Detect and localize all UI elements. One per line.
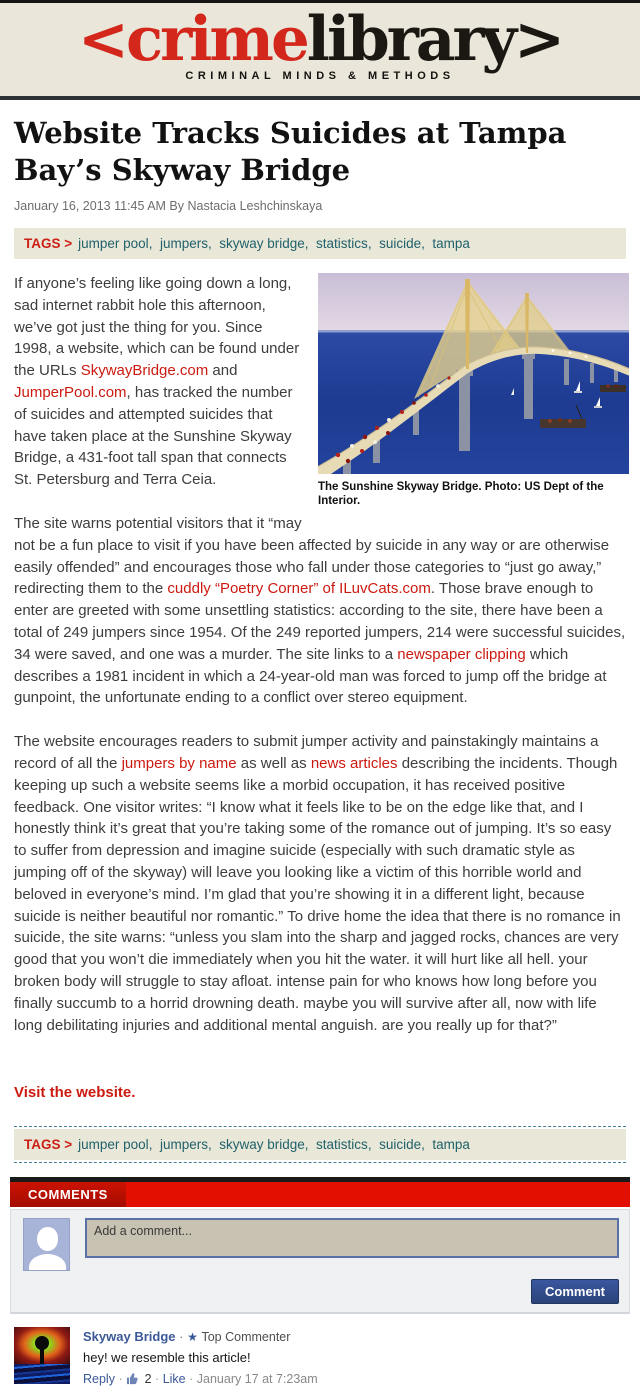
p2-text: which describes a 1981 incident in which a 24-year-old man was forced to jump off the bridge at gunpoint, the unfortunate ending to a conflict over stereo equipment. xyxy=(14,645,607,707)
comments-section xyxy=(0,1177,640,1386)
comment-input[interactable] xyxy=(85,1218,619,1258)
logo-crime: <crime xyxy=(77,4,307,75)
comment-form-panel xyxy=(10,1209,630,1314)
link-skywaybridge[interactable]: SkywayBridge.com xyxy=(80,362,209,380)
tag-link[interactable]: statistics , xyxy=(316,236,379,251)
avatar-lamp-shape xyxy=(35,1336,49,1350)
comment-text: hey! we resemble this article! xyxy=(83,1350,251,1366)
avatar-shoulders-shape xyxy=(29,1254,66,1271)
comment-item xyxy=(14,1327,630,1386)
separator: · xyxy=(179,1329,184,1345)
visit-website-link[interactable]: Visit the website. xyxy=(14,1084,136,1102)
p1-text: If anyone’s feeling like going down a long, sad internet rabbit hole this afternoon, we’ve got just the thing for you. Since 1998, a website, which can be found under the URLs xyxy=(14,275,300,380)
tags-bottom-wrapper xyxy=(14,1126,626,1163)
tag-link[interactable]: statistics , xyxy=(316,1137,379,1152)
tag-list xyxy=(78,236,470,251)
like-count: 2 xyxy=(144,1372,152,1386)
tag-link[interactable]: skyway bridge , xyxy=(219,1137,316,1152)
article-figure xyxy=(318,273,629,508)
article-body xyxy=(14,273,626,1102)
tags-bar-bottom xyxy=(14,1129,626,1160)
tag-link[interactable]: jumpers , xyxy=(160,1137,219,1152)
tag-link[interactable]: jumpers , xyxy=(160,236,219,251)
comments-header-label: COMMENTS xyxy=(10,1182,126,1207)
tag-list xyxy=(78,1137,470,1152)
reply-link[interactable]: Reply xyxy=(83,1372,115,1386)
p1-text: and xyxy=(208,362,238,380)
image-caption: The Sunshine Skyway Bridge. Photo: US Dept of the Interior. xyxy=(318,481,604,507)
p3-text: as well as xyxy=(236,754,311,772)
separator: · xyxy=(118,1372,123,1386)
avatar-head-shape xyxy=(37,1227,58,1251)
like-thumb-icon xyxy=(126,1373,139,1385)
link-jumpers-by-name[interactable]: jumpers by name xyxy=(121,754,237,772)
tags-label: TAGS > xyxy=(24,236,73,251)
comment-submit-button[interactable]: Comment xyxy=(531,1279,619,1304)
commenter-avatar[interactable] xyxy=(14,1327,70,1384)
like-link[interactable]: Like xyxy=(162,1372,186,1386)
comments-header-bar xyxy=(10,1182,630,1207)
p2-text: The site warns potential visitors that it “may not be a fun place to visit if you have been affected by suicide in any way or are otherwise easily offended” and encourages those who fall under those categories to “just go away,” redirecting them to the xyxy=(14,514,610,598)
byline: January 16, 2013 11:45 AM By Nastacia Leshchinskaya xyxy=(14,199,323,213)
tag-link[interactable]: suicide , xyxy=(379,236,432,251)
default-avatar xyxy=(23,1218,70,1271)
commenter-name[interactable]: Skyway Bridge xyxy=(83,1329,176,1345)
logo-library: library> xyxy=(306,4,563,75)
tag-link[interactable]: jumper pool , xyxy=(78,236,160,251)
top-commenter-star-icon: ★ xyxy=(187,1330,198,1345)
p3-text: describing the incidents. Though keeping up such a website seems like a morbid occupation, it has received positive feedback. One visitor writes: “I know what it feels like to be on the edge like that, and I honestly think it’s great that you’re taking some of the romance out of jumping. It’s so easy to suffer from depression and imagine suicide (especially with such dramatic style as jumping off of the skyway) will leave you looking like a victim of this horrible world and beloved in everyone’s mind. I’m glad that you’re showing it in a different light, because suicide is neither beautiful nor romantic.” To drive home the idea that there is no romance in suicide, the site warns: “unless you slam into the sharp and jagged rocks, chances are very good that you won’t die immediately when you hit the water. it will hurt like all hell. your broken body will struggle to stay afloat. intense pain for who knows how long before you finally succumb to a horrid drowning death. maybe you will survive after all, now with life long debilitating injuries and additional mental anguish. are you really up for that?” xyxy=(14,754,621,1034)
link-news-articles[interactable]: news articles xyxy=(310,754,398,772)
tag-link[interactable]: jumper pool , xyxy=(78,1137,160,1152)
p1-text: , has tracked the number of suicides and attempted suicides that have taken place at the Sunshine Skyway Bridge, a 431-foot tall span that connects St. Petersburg and Terra Ceia. xyxy=(14,383,293,489)
separator: · xyxy=(155,1372,160,1386)
bridge-photo xyxy=(318,273,629,474)
tags-bar-top xyxy=(14,228,626,259)
site-tagline: CRIMINAL MINDS & METHODS xyxy=(185,70,455,82)
paragraph-2 xyxy=(14,513,626,709)
p3-text: The website encourages readers to submit jumper activity and painstakingly maintains a record of all the xyxy=(14,733,599,772)
link-iluvcats[interactable]: cuddly “Poetry Corner” of ILuvCats.com xyxy=(167,580,431,598)
paragraph-3 xyxy=(14,731,626,1036)
site-logo[interactable] xyxy=(0,3,640,77)
link-jumperpool[interactable]: JumperPool.com xyxy=(14,383,127,401)
tag-link[interactable]: tampa xyxy=(432,236,470,251)
top-commenter-badge: Top Commenter xyxy=(201,1330,291,1345)
link-newspaper-clipping[interactable]: newspaper clipping xyxy=(397,645,526,663)
tag-link[interactable]: suicide , xyxy=(379,1137,432,1152)
p2-text: . Those brave enough to enter are greeted with some unsettling statistics: according to the site, there have been a total of 249 jumpers since 1954. Of the 249 reported jumpers, 214 were successful suicides, 34 were saved, and one was a murder. The site links to a xyxy=(14,580,626,663)
tag-link[interactable]: skyway bridge , xyxy=(219,236,316,251)
page-title: Website Tracks Suicides at Tampa Bay’s Skyway Bridge xyxy=(14,116,567,187)
tags-label: TAGS > xyxy=(24,1137,73,1153)
avatar-water-shape xyxy=(14,1364,70,1384)
tag-link[interactable]: tampa xyxy=(432,1137,470,1153)
site-header xyxy=(0,3,640,100)
comment-timestamp: January 17 at 7:23am xyxy=(196,1372,318,1386)
separator: · xyxy=(189,1372,194,1386)
